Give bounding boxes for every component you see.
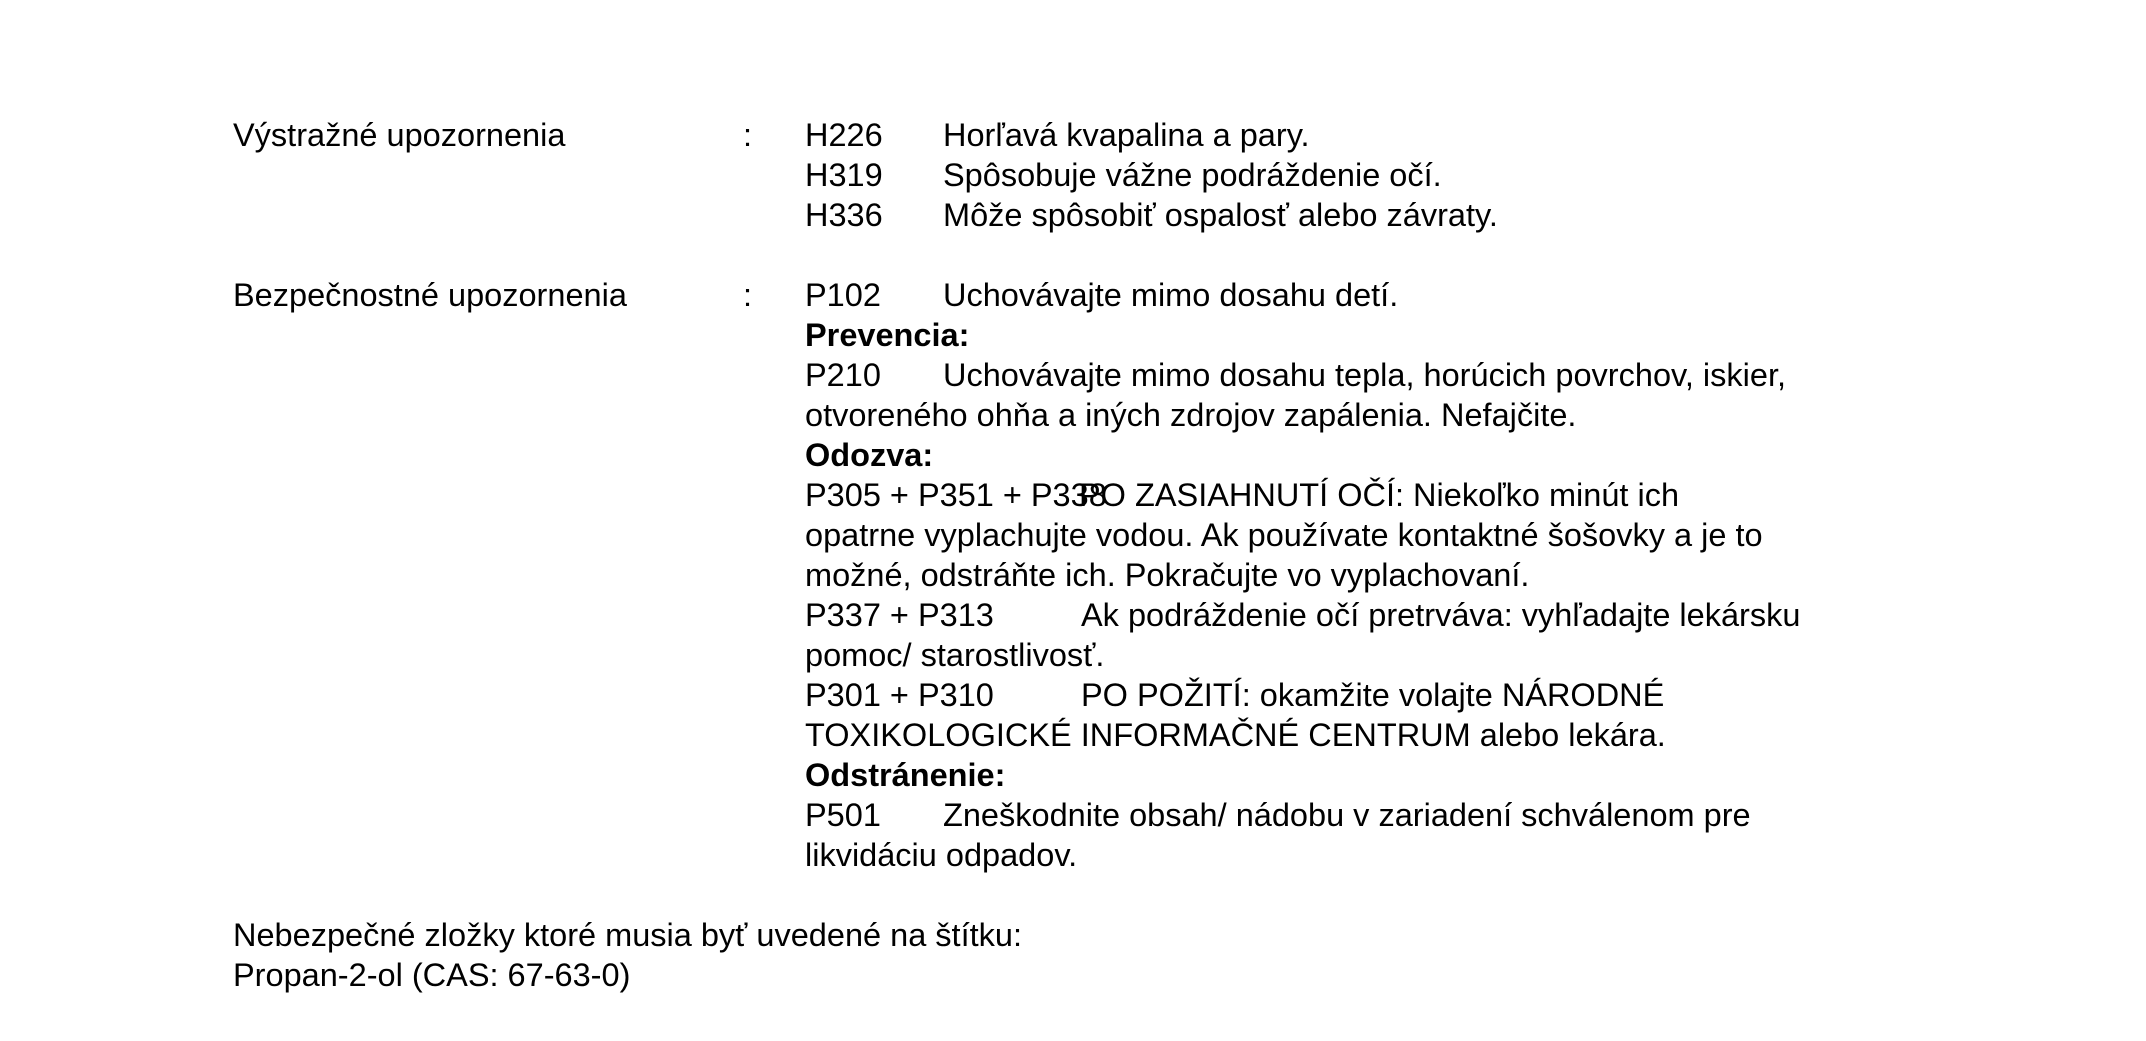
precautionary-statement: [805, 355, 1895, 395]
precautionary-code: P501: [805, 797, 881, 833]
hazard-statement: [805, 195, 1895, 235]
precautionary-text-continuation: možné, odstráňte ich. Pokračujte vo vyplachovaní.: [805, 557, 1530, 593]
precautionary-statement: [805, 475, 1895, 515]
precautionary-statement: [805, 595, 1895, 635]
label-component-item: Propan-2-ol (CAS: 67-63-0): [233, 957, 631, 993]
hazard-code: H319: [805, 157, 883, 193]
precautionary-text-continuation: TOXIKOLOGICKÉ INFORMAČNÉ CENTRUM alebo lekára.: [805, 717, 1666, 753]
precautionary-code: P102: [805, 277, 881, 313]
hazard-statements-separator: :: [743, 117, 753, 153]
precautionary-code: P301 + P310: [805, 677, 994, 713]
precautionary-statements-label: Bezpečnostné upozornenia: [233, 277, 627, 313]
precautionary-statement-general: [805, 275, 1895, 315]
precautionary-text: Ak podráždenie očí pretrváva: vyhľadajte lekársku: [1081, 597, 1801, 633]
hazard-code: H226: [805, 117, 883, 153]
precautionary-text: PO ZASIAHNUTÍ OČÍ: Niekoľko minút ich: [1079, 477, 1680, 513]
precautionary-text: Uchovávajte mimo dosahu detí.: [943, 277, 1399, 313]
hazard-statements-label: Výstražné upozornenia: [233, 117, 566, 153]
precautionary-text: Uchovávajte mimo dosahu tepla, horúcich povrchov, iskier,: [943, 357, 1787, 393]
precautionary-text-continuation: pomoc/ starostlivosť.: [805, 637, 1105, 673]
response-heading: Odozva:: [805, 437, 934, 473]
precautionary-text-continuation: likvidáciu odpadov.: [805, 837, 1078, 873]
precautionary-text: PO POŽITÍ: okamžite volajte NÁRODNÉ: [1081, 677, 1665, 713]
precautionary-statements-separator: :: [743, 277, 753, 313]
prevention-heading: Prevencia:: [805, 317, 970, 353]
hazard-text: Môže spôsobiť ospalosť alebo závraty.: [943, 197, 1498, 233]
precautionary-text-continuation: otvoreného ohňa a iných zdrojov zapálenia. Nefajčite.: [805, 397, 1577, 433]
precautionary-text-continuation: opatrne vyplachujte vodou. Ak používate kontaktné šošovky a je to: [805, 517, 1763, 553]
precautionary-code: P210: [805, 357, 881, 393]
hazard-text: Horľavá kvapalina a pary.: [943, 117, 1310, 153]
disposal-heading: Odstránenie:: [805, 757, 1006, 793]
hazard-statement: [805, 155, 1895, 195]
precautionary-statements-list: [805, 275, 1895, 875]
hazard-statement: [805, 115, 1895, 155]
precautionary-text: Zneškodnite obsah/ nádobu v zariadení schválenom pre: [943, 797, 1751, 833]
precautionary-code: P305 + P351 + P338: [805, 477, 1107, 513]
hazard-code: H336: [805, 197, 883, 233]
precautionary-code: P337 + P313: [805, 597, 994, 633]
label-components-heading: Nebezpečné zložky ktoré musia byť uvedené na štítku:: [233, 917, 1022, 953]
hazard-text: Spôsobuje vážne podráždenie očí.: [943, 157, 1442, 193]
precautionary-statement: [805, 675, 1895, 715]
precautionary-statement: [805, 795, 1895, 835]
hazard-statements-list: [805, 115, 1895, 235]
